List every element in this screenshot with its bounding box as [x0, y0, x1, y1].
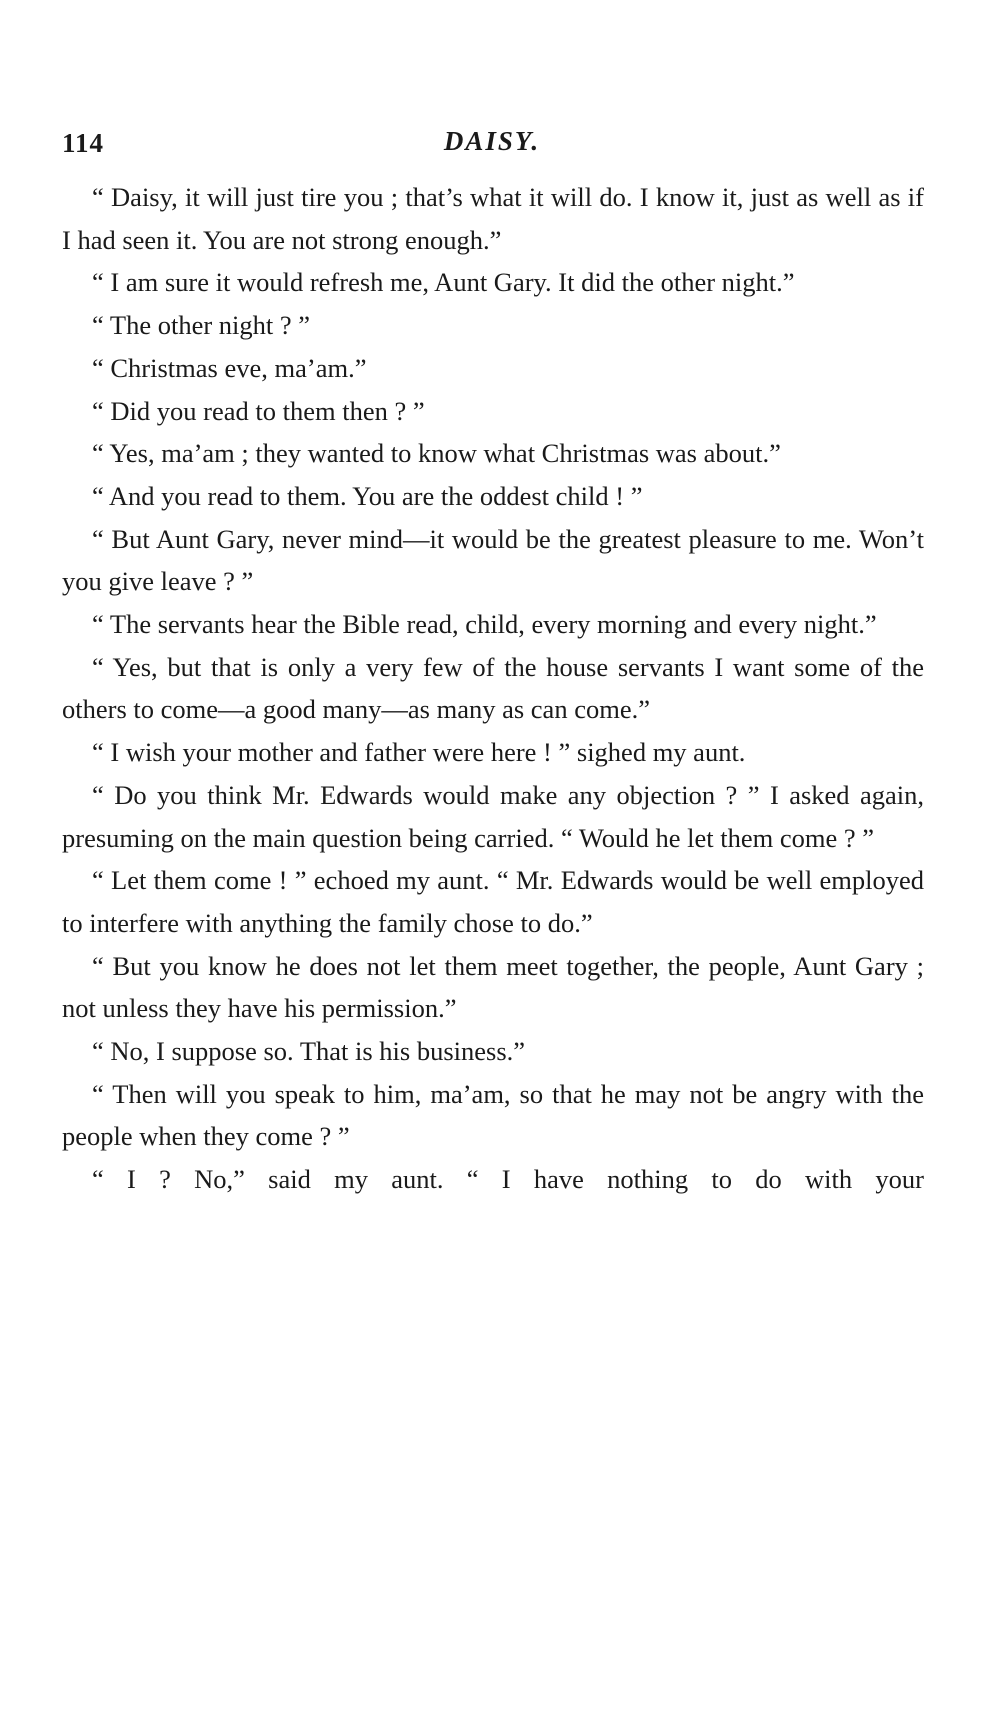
paragraph: “ I ? No,” said my aunt. “ I have nothing to do with your	[92, 1164, 924, 1195]
paragraph: “ Let them come ! ” echoed my aunt. “ Mr. Edwards would be well employed to interfere with anything the family chose to do.”	[62, 865, 924, 938]
paragraph: “ Christmas eve, ma’am.”	[92, 352, 367, 383]
paragraph: “ The other night ? ”	[92, 310, 311, 341]
paragraph: “ And you read to them. You are the oddest child ! ”	[92, 480, 643, 511]
running-title: DAISY.	[443, 126, 541, 156]
paragraph: “ Daisy, it will just tire you ; that’s what it will do. I know it, just as well as if I had seen it. You are not strong enough.”	[62, 182, 924, 255]
page-header	[62, 128, 922, 168]
paragraph: “ I wish your mother and father were here ! ” sighed my aunt.	[92, 737, 746, 768]
paragraph: “ Yes, ma’am ; they wanted to know what Christmas was about.”	[92, 438, 781, 469]
paragraph: “ No, I suppose so. That is his business.”	[92, 1036, 526, 1067]
paragraph: “ Do you think Mr. Edwards would make any objection ? ” I asked again, presuming on the main question being carried. “ Would he let them come ? ”	[62, 779, 924, 853]
page-number: 114	[62, 128, 105, 158]
paragraph: “ I am sure it would refresh me, Aunt Gary. It did the other night.”	[92, 267, 795, 298]
paragraph: “ But you know he does not let them meet together, the people, Aunt Gary ; not unless they have his permission.”	[62, 950, 924, 1024]
paragraph: “ Did you read to them then ? ”	[92, 395, 425, 426]
paragraph: “ Then will you speak to him, ma’am, so that he may not be angry with the people when they come ? ”	[62, 1078, 924, 1152]
paragraph: “ The servants hear the Bible read, child, every morning and every night.”	[92, 609, 877, 640]
body-text	[62, 176, 924, 1201]
paragraph: “ But Aunt Gary, never mind—it would be the greatest pleasure to me. Won’t you give leave ? ”	[62, 523, 924, 597]
paragraph: “ Yes, but that is only a very few of the house servants I want some of the others to come—a good many—as many as can come.”	[62, 651, 924, 725]
